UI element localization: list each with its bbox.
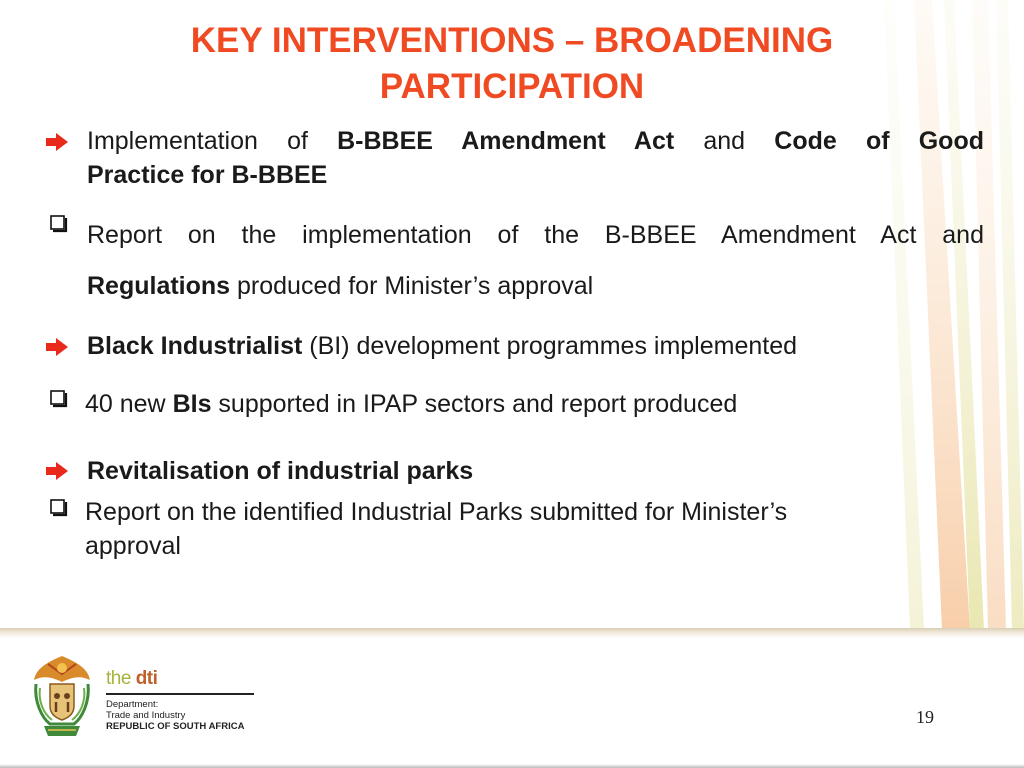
title-line-2: PARTICIPATION bbox=[379, 67, 645, 106]
slide-title bbox=[0, 18, 1024, 110]
bullet-report-amendment-act: Report on the implementation of the B-BBEE Amendment Act and Regulations produced for Minister’s approval bbox=[87, 221, 984, 300]
hollow-square-bullet-icon bbox=[50, 499, 68, 517]
bullet-40-new-bis: 40 new BIs supported in IPAP sectors and report produced bbox=[85, 390, 738, 418]
title-line-1: KEY INTERVENTIONS – BROADENING bbox=[190, 21, 834, 60]
dept-line-2: Trade and Industry bbox=[106, 710, 186, 721]
coat-of-arms-icon bbox=[28, 654, 96, 740]
page-number: 19 bbox=[916, 707, 934, 727]
footer-bottom-border bbox=[0, 764, 1024, 768]
red-arrow-bullet-icon bbox=[46, 338, 68, 356]
red-arrow-bullet-icon bbox=[46, 462, 68, 480]
bullet-report-industrial-parks: Report on the identified Industrial Parks submitted for Minister’s approval bbox=[85, 498, 788, 560]
bullet-revitalisation-parks: Revitalisation of industrial parks bbox=[87, 457, 474, 485]
red-arrow-bullet-icon bbox=[46, 133, 68, 151]
dept-line-1: Department: bbox=[106, 699, 159, 710]
dti-logo: the dti Department: Trade and Industry REPUBLIC OF SOUTH AFRICA bbox=[106, 668, 254, 732]
dept-line-3: REPUBLIC OF SOUTH AFRICA bbox=[106, 721, 245, 732]
bullet-black-industrialist: Black Industrialist (BI) development programmes implemented bbox=[87, 332, 798, 360]
bullet-1-line-2: Practice for B-BBEE bbox=[87, 161, 328, 189]
hollow-square-bullet-icon bbox=[50, 390, 68, 408]
bullet-bbbee-implementation bbox=[87, 124, 984, 192]
footer-divider bbox=[0, 628, 1024, 638]
bullet-1-line-1: Implementation of B-BBEE Amendment Act and Code of Good bbox=[87, 127, 984, 155]
hollow-square-bullet-icon bbox=[50, 215, 68, 233]
